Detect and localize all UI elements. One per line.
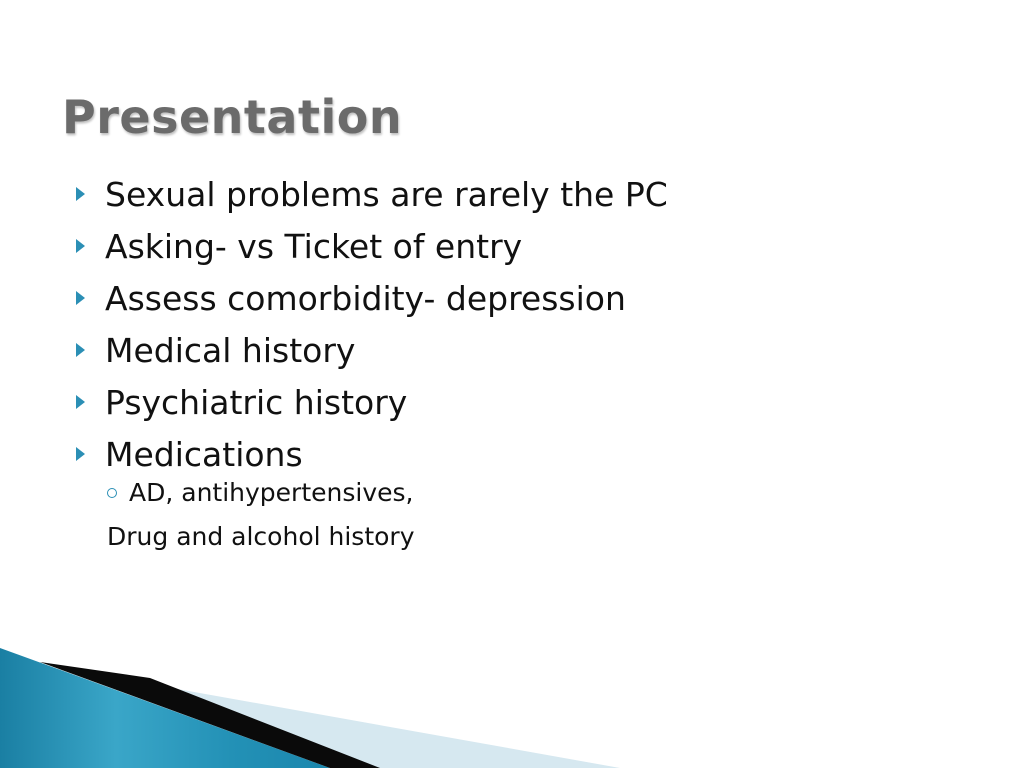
bullet-text: Medications (105, 434, 303, 474)
bullet-item (72, 324, 668, 376)
triangle-right-icon (76, 447, 85, 461)
dark-stripe (40, 662, 380, 768)
triangle-right-icon (76, 239, 85, 253)
bullet-text: Psychiatric history (105, 382, 408, 422)
bullet-text: Assess comorbidity- depression (105, 278, 626, 318)
bullet-item (72, 272, 668, 324)
circle-outline-icon (107, 488, 117, 498)
triangle-right-icon (76, 187, 85, 201)
triangle-right-icon (76, 291, 85, 305)
sub-bullet-text: AD, antihypertensives, (129, 478, 414, 507)
plain-text-line: Drug and alcohol history (107, 522, 415, 551)
bullet-item (72, 376, 668, 428)
bullet-text: Asking- vs Ticket of entry (105, 226, 523, 266)
sub-bullet-item (107, 478, 413, 507)
bullet-item (72, 428, 668, 480)
bullet-item (72, 220, 668, 272)
bullet-item (72, 168, 668, 220)
bullet-text: Sexual problems are rarely the PC (105, 174, 668, 214)
triangle-right-icon (76, 343, 85, 357)
slide-title: Presentation (62, 90, 403, 144)
triangle-right-icon (76, 395, 85, 409)
teal-band (0, 648, 330, 768)
light-band (0, 668, 620, 768)
bullet-text: Medical history (105, 330, 356, 370)
bullet-list (72, 168, 668, 480)
